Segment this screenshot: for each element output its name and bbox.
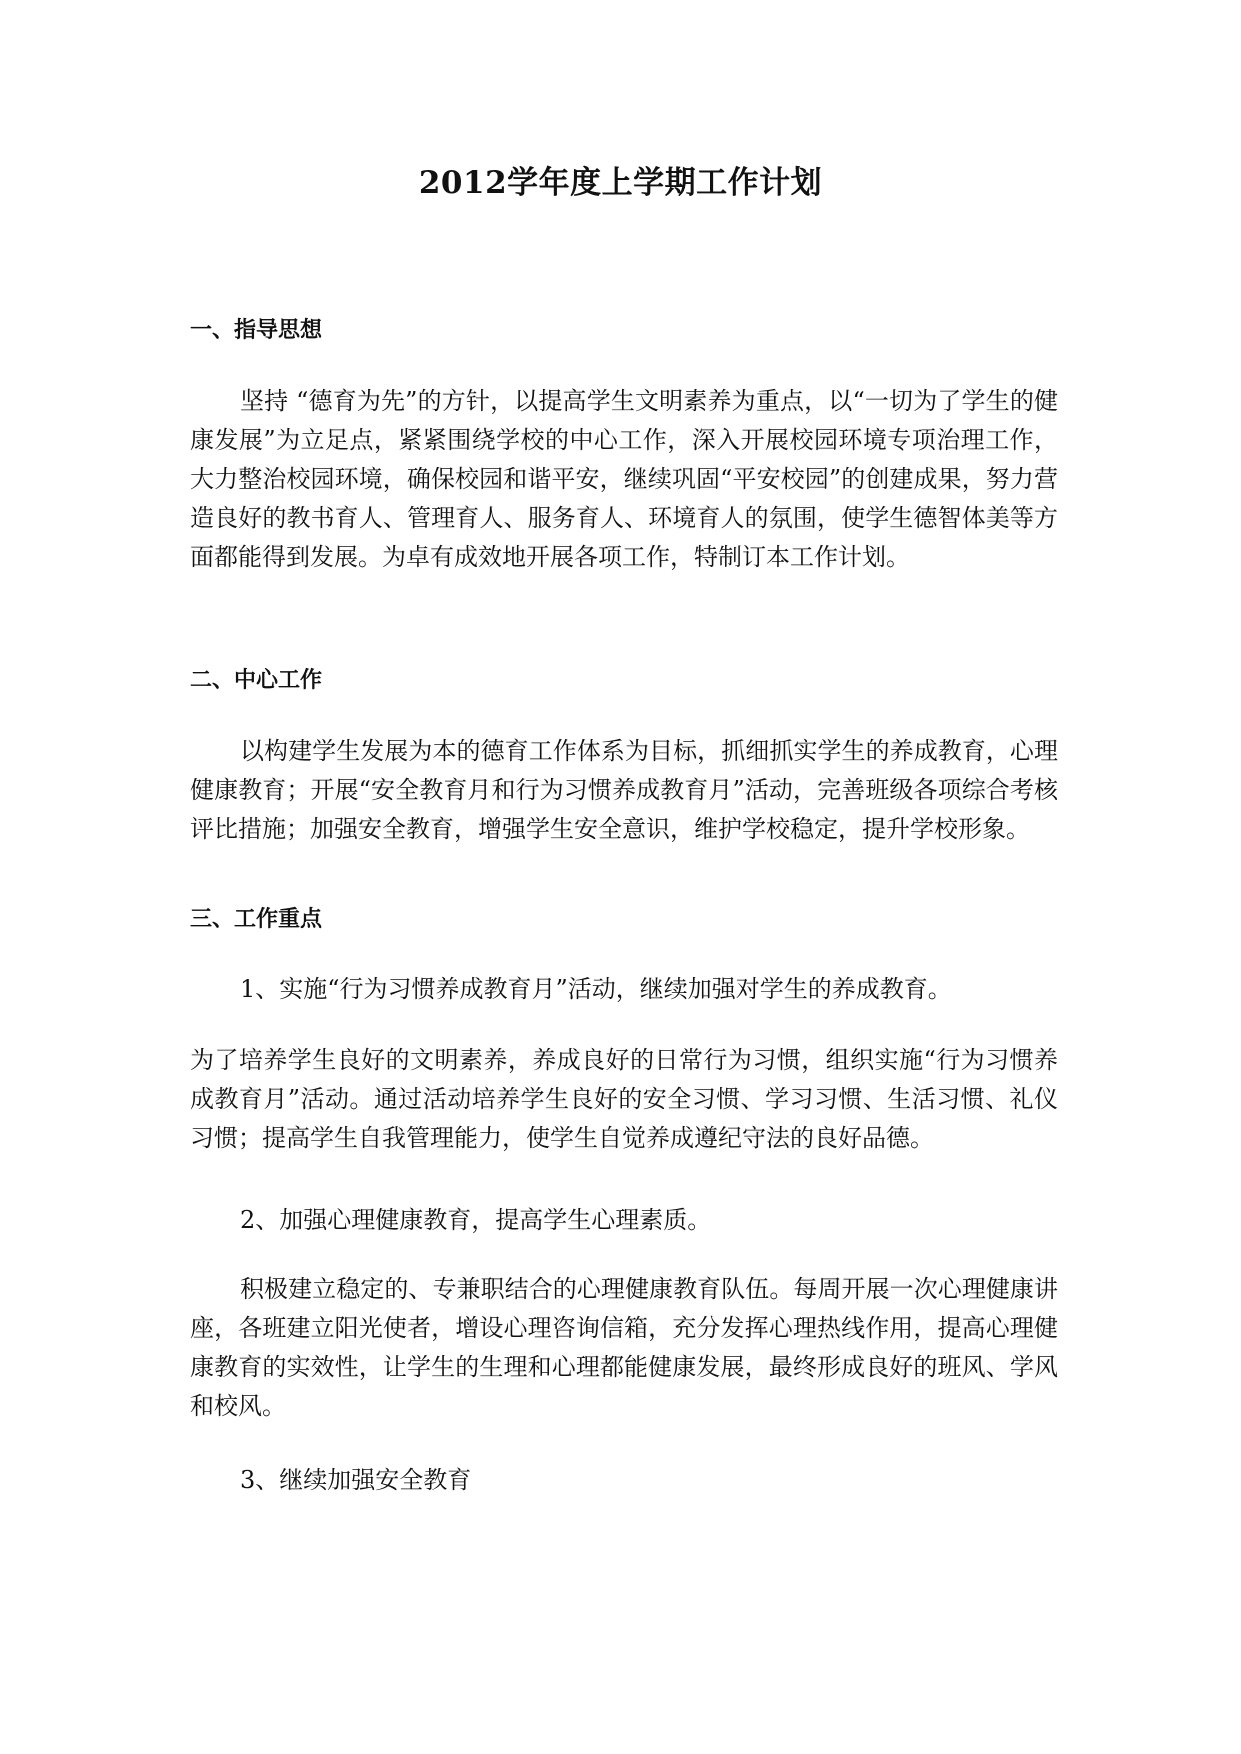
section-heading-central-work: 二、中心工作 <box>190 668 323 693</box>
key-work-item-2-body: 积极建立稳定的、专兼职结合的心理健康教育队伍。每周开展一次心理健康讲座，各班建立阳光使者，增设心理咨询信箱，充分发挥心理热线作用，提高心理健康教育的实效性，让学生的生理和心理都能健康发展，最终形成良好的班风、学风和校风。 <box>190 1275 1058 1420</box>
section-paragraph-central-work: 以构建学生发展为本的德育工作体系为目标，抓细抓实学生的养成教育，心理健康教育；开展“安全教育月和行为习惯养成教育月”活动，完善班级各项综合考核评比措施；加强安全教育，增强学生安全意识，维护学校稳定，提升学校形象。 <box>190 737 1058 843</box>
key-work-item-1-title: 1、实施“行为习惯养成教育月”活动，继续加强对学生的养成教育。 <box>240 975 952 1003</box>
section-heading-guiding-thought: 一、指导思想 <box>190 318 323 343</box>
key-work-item-1-body: 为了培养学生良好的文明素养，养成良好的日常行为习惯，组织实施“行为习惯养成教育月”活动。通过活动培养学生良好的安全习惯、学习习惯、生活习惯、礼仪习惯；提高学生自我管理能力，使学生自觉养成遵纪守法的良好品德。 <box>190 1046 1058 1152</box>
document-title: 2012学年度上学期工作计划 <box>418 165 823 201</box>
section-heading-key-work: 三、工作重点 <box>190 907 323 932</box>
key-work-item-3-title: 3、继续加强安全教育 <box>240 1466 472 1494</box>
section-paragraph-guiding-thought: 坚持 “德育为先”的方针，以提高学生文明素养为重点，以“一切为了学生的健康发展”为立足点，紧紧围绕学校的中心工作，深入开展校园环境专项治理工作，大力整治校园环境，确保校园和谐平安，继续巩固“平安校园”的创建成果，努力营造良好的教书育人、管理育人、服务育人、环境育人的氛围，使学生德智体美等方面都能得到发展。为卓有成效地开展各项工作，特制订本工作计划。 <box>190 387 1058 571</box>
key-work-item-2-title: 2、加强心理健康教育，提高学生心理素质。 <box>240 1206 712 1234</box>
